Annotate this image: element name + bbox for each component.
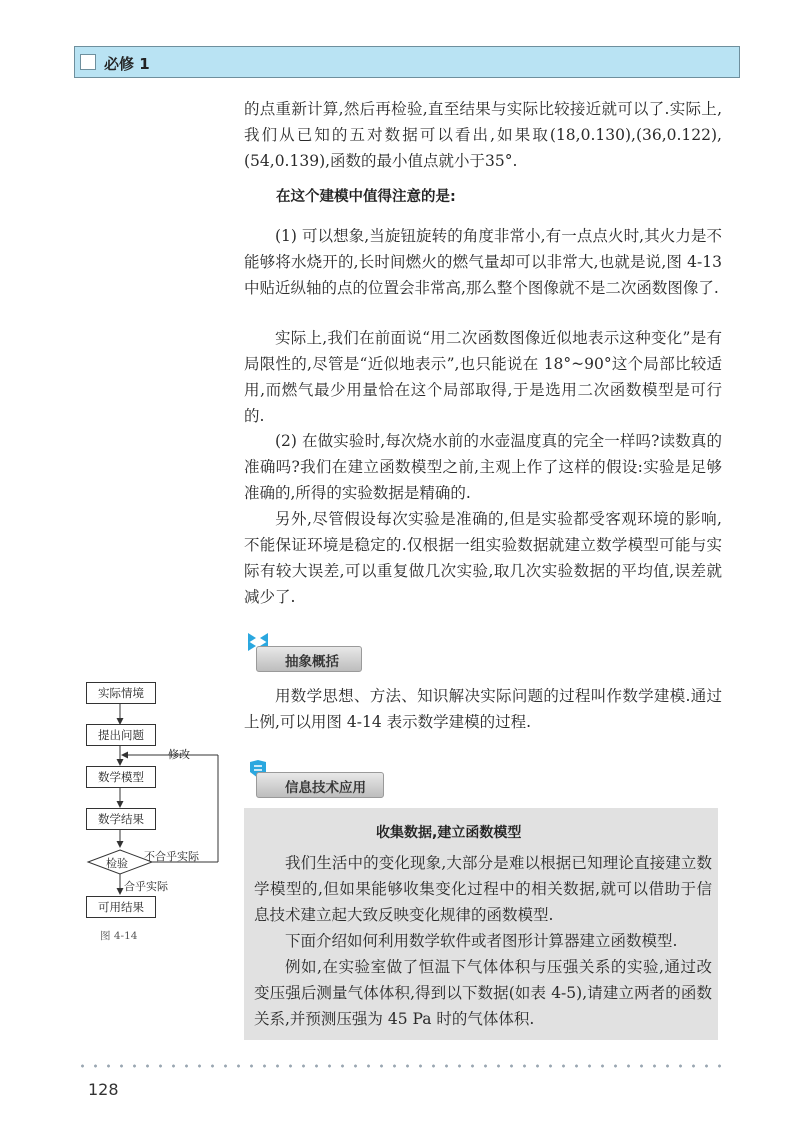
footer-dotted-divider	[76, 1064, 726, 1068]
info-box-paragraph-2: 下面介绍如何利用数学软件或者图形计算器建立函数模型.	[285, 932, 678, 950]
header-label: 必修 1	[104, 55, 150, 73]
note-paragraph-2: 实际上,我们在前面说“用二次函数图像近似地表示这种变化”是有局限性的,尽管是“近似地表示”,也只能说在 18°~90°这个局部比较适用,而燃气最少用量恰在这个局部取得,于是选用二次函数模型是可行的.	[244, 329, 722, 425]
flow-box-usable-result: 可用结果	[86, 896, 156, 918]
flow-box-real-situation: 实际情境	[86, 682, 156, 704]
info-box-title: 收集数据,建立函数模型	[376, 825, 522, 841]
intro-paragraph: 的点重新计算,然后再检验,直至结果与实际比较接近就可以了.实际上,我们从已知的五对数据可以看出,如果取(18,0.130),(36,0.122),(54,0.139),函数的最小值点就小于35°.	[244, 100, 722, 170]
notice-heading: 在这个建模中值得注意的是:	[276, 189, 456, 205]
flow-not-fit-label: 不合乎实际	[144, 850, 199, 863]
figure-caption: 图 4-14	[100, 930, 138, 942]
note-paragraph-1: (1) 可以想象,当旋钮旋转的角度非常小,有一点点火时,其火力是不能够将水烧开的,长时间燃火的燃气量却可以非常大,也就是说,图 4-13 中贴近纵轴的点的位置会非常高,那么整个图像就不是二次函数图像了.	[244, 227, 722, 297]
info-box-paragraph-3: 例如,在实验室做了恒温下气体体积与压强关系的实验,通过改变压强后测量气体体积,得到以下数据(如表 4-5),请建立两者的函数关系,并预测压强为 45 Pa 时的气体体积.	[254, 958, 712, 1028]
flow-decision-label: 检验	[106, 857, 128, 870]
flow-modify-label: 修改	[168, 748, 190, 761]
flow-fit-label: 合乎实际	[124, 880, 168, 893]
note-paragraph-4: 另外,尽管假设每次实验是准确的,但是实验都受客观环境的影响,不能保证环境是稳定的.仅根据一组实验数据就建立数学模型可能与实际有较大误差,可以重复做几次实验,取几次实验数据的平均值,误差就减少了.	[244, 510, 722, 606]
abstract-section-title: 抽象概括	[256, 646, 362, 672]
note-paragraph-3: (2) 在做实验时,每次烧水前的水壶温度真的完全一样吗?读数真的准确吗?我们在建立函数模型之前,主观上作了这样的假设:实验是足够准确的,所得的实验数据是精确的.	[244, 432, 722, 502]
abstract-paragraph: 用数学思想、方法、知识解决实际问题的过程叫作数学建模.通过上例,可以用图 4-14 表示数学建模的过程.	[244, 687, 722, 731]
header-square-icon	[80, 54, 96, 70]
flow-box-math-model: 数学模型	[86, 766, 156, 788]
header-bar	[74, 46, 740, 78]
it-section-title: 信息技术应用	[256, 772, 384, 798]
page-number: 128	[88, 1080, 119, 1099]
flow-box-pose-problem: 提出问题	[86, 724, 156, 746]
flow-box-math-result: 数学结果	[86, 808, 156, 830]
info-box-paragraph-1: 我们生活中的变化现象,大部分是难以根据已知理论直接建立数学模型的,但如果能够收集变化过程中的相关数据,就可以借助于信息技术建立起大致反映变化规律的函数模型.	[254, 854, 712, 924]
